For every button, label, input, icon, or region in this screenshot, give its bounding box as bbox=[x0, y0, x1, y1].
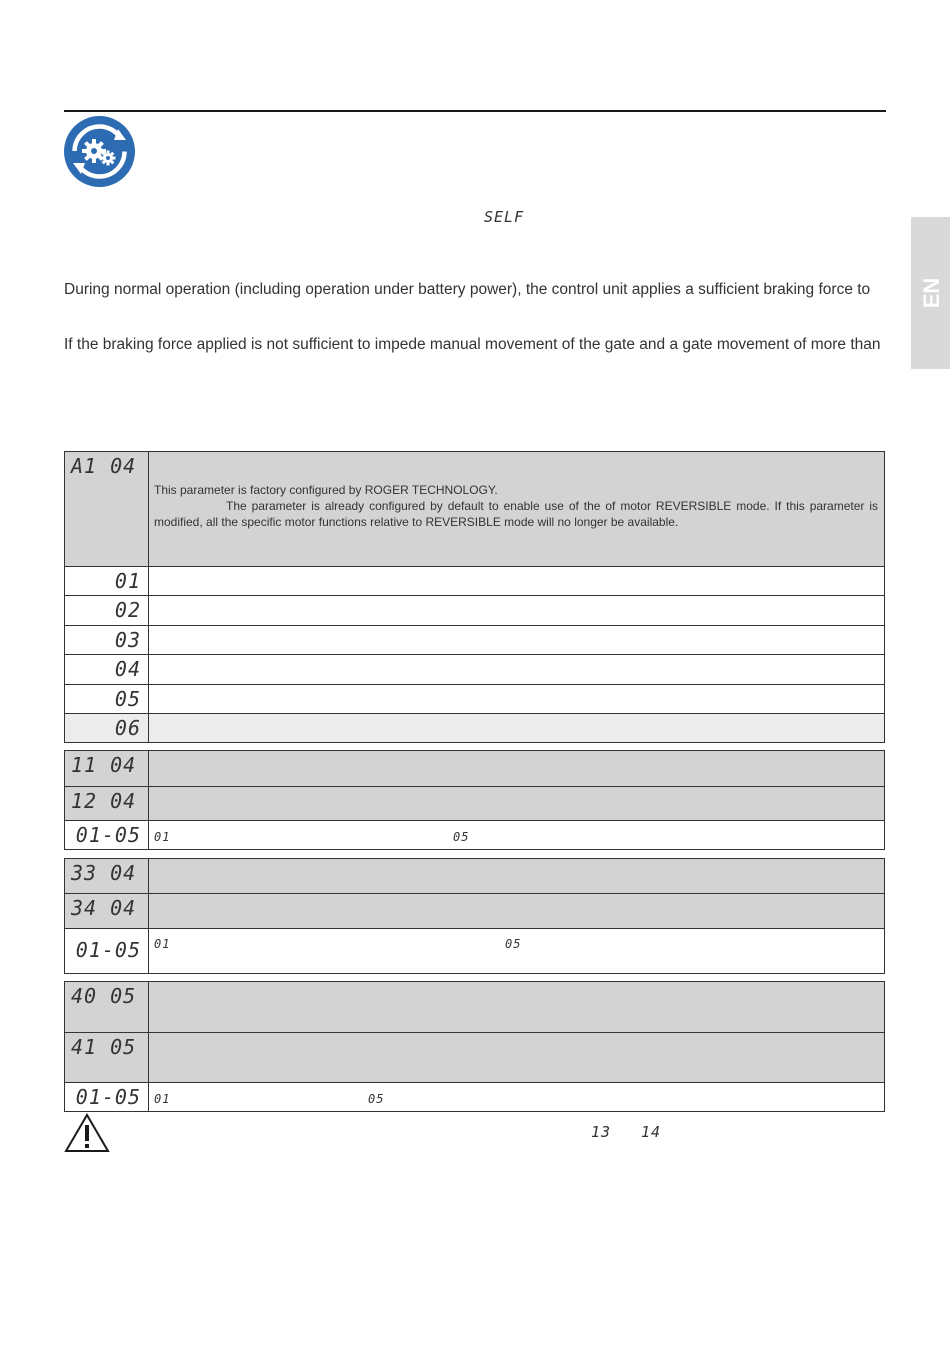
table-row bbox=[65, 625, 884, 654]
self-display-code: SELF bbox=[484, 208, 525, 226]
range-min: 01 bbox=[154, 830, 171, 844]
parameter-code: 34 04 bbox=[71, 896, 137, 920]
warning-code-b: 14 bbox=[641, 1123, 662, 1141]
warning-icon bbox=[64, 1113, 110, 1153]
table-row bbox=[65, 820, 884, 849]
language-tab bbox=[911, 217, 950, 369]
parameter-table-11-12 bbox=[64, 750, 885, 850]
table-row bbox=[65, 928, 884, 973]
table-row bbox=[65, 566, 884, 595]
option-code: 01 bbox=[114, 569, 141, 593]
table-row bbox=[65, 452, 884, 566]
table-row bbox=[65, 859, 884, 893]
paragraph-normal-operation: During normal operation (including operation under battery power), the control unit applies a sufficient braking force to bbox=[64, 281, 871, 298]
table-row bbox=[65, 595, 884, 625]
table-row bbox=[65, 786, 884, 820]
range-max: 05 bbox=[453, 830, 470, 844]
parameter-code: 41 05 bbox=[71, 1035, 137, 1059]
parameter-code: 12 04 bbox=[71, 789, 137, 813]
parameter-code: 11 04 bbox=[71, 753, 137, 777]
parameter-table-40-41 bbox=[64, 981, 885, 1112]
range-max: 05 bbox=[505, 937, 522, 951]
table-row bbox=[65, 654, 884, 684]
range-code: 01-05 bbox=[75, 938, 141, 962]
range-min: 01 bbox=[154, 937, 171, 951]
note-line-2: The parameter is already configured by default to enable use of the of motor REVERSIBLE mode. If this parameter is modified, all the specific motor functions relative to REVERSIBLE mode will no longer be available. bbox=[154, 499, 878, 529]
parameter-note bbox=[154, 482, 878, 530]
parameter-code: 33 04 bbox=[71, 861, 137, 885]
table-row bbox=[65, 1032, 884, 1082]
table-row bbox=[65, 751, 884, 786]
parameter-code: A1 04 bbox=[71, 454, 137, 478]
table-row bbox=[65, 713, 884, 742]
header-rule bbox=[64, 110, 886, 112]
parameter-code: 40 05 bbox=[71, 984, 137, 1008]
option-code: 04 bbox=[114, 657, 141, 681]
option-code: 03 bbox=[114, 628, 141, 652]
range-code: 01-05 bbox=[75, 1085, 141, 1109]
warning-code-a: 13 bbox=[591, 1123, 612, 1141]
option-code: 06 bbox=[114, 716, 141, 740]
paragraph-braking-force: If the braking force applied is not sufficient to impede manual movement of the gate and a gate movement of more than bbox=[64, 336, 881, 353]
range-min: 01 bbox=[154, 1092, 171, 1106]
option-code: 02 bbox=[114, 598, 141, 622]
option-code: 05 bbox=[114, 687, 141, 711]
table-row bbox=[65, 982, 884, 1032]
range-code: 01-05 bbox=[75, 823, 141, 847]
range-max: 05 bbox=[368, 1092, 385, 1106]
table-row bbox=[65, 684, 884, 713]
parameter-table-a1 bbox=[64, 451, 885, 743]
settings-cycle-icon bbox=[63, 115, 136, 188]
note-line-1: This parameter is factory configured by ROGER TECHNOLOGY. bbox=[154, 483, 498, 497]
parameter-table-33-34 bbox=[64, 858, 885, 974]
table-row bbox=[65, 893, 884, 928]
table-row bbox=[65, 1082, 884, 1111]
language-tab-label: EN bbox=[919, 277, 944, 309]
